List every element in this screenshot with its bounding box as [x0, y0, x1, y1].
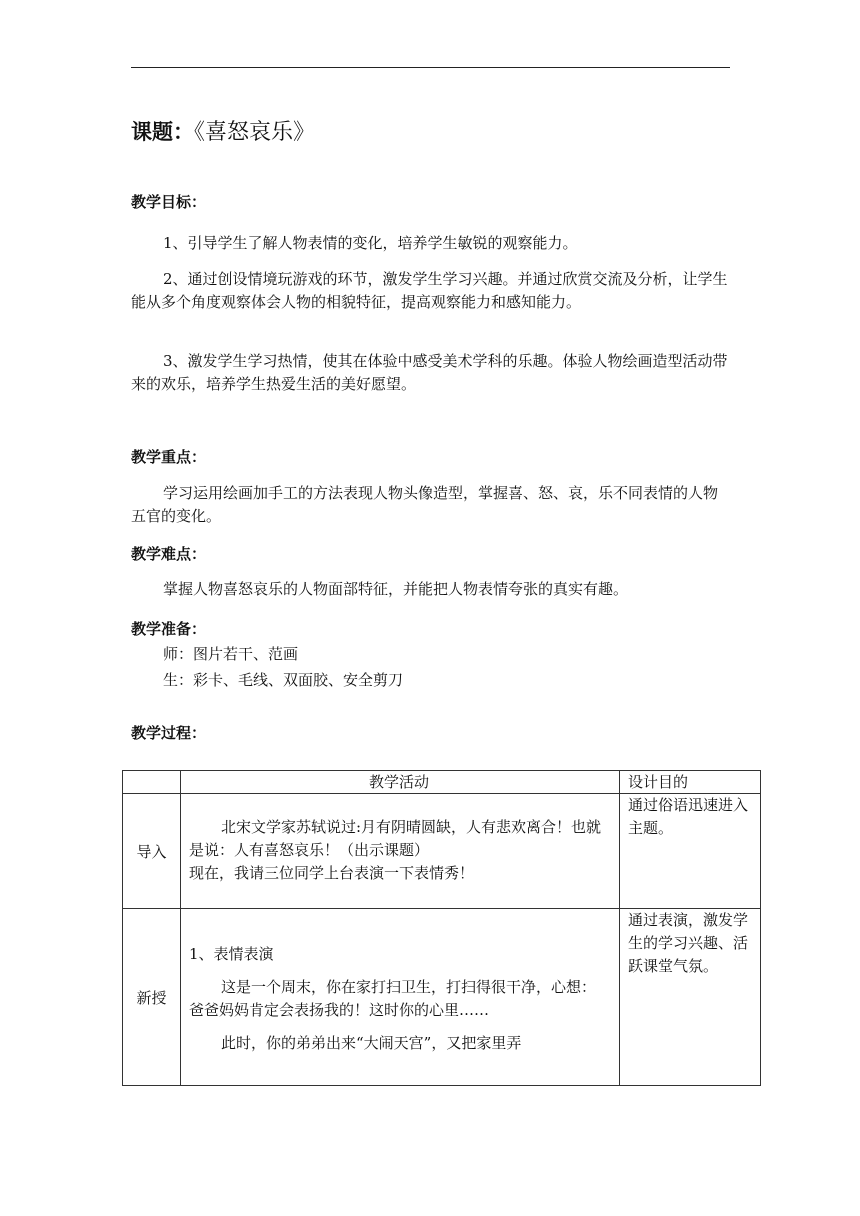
difficulties-text: 掌握人物喜怒哀乐的人物面部特征，并能把人物表情夸张的真实有趣。 — [163, 580, 629, 598]
purpose-cell — [620, 909, 761, 1086]
activity-subheading: 1、表情表演 — [189, 945, 274, 963]
key-points-heading: 教学重点： — [131, 448, 207, 466]
activity-cell — [181, 794, 620, 909]
title-text: 《喜怒哀乐》 — [194, 120, 316, 145]
preparation-teacher: 师：图片若干、范画 — [163, 645, 299, 663]
title-label: 课题： — [131, 120, 194, 144]
header-cell-activity: 教学活动 — [181, 771, 620, 794]
activity-paragraph: 此时，你的弟弟出来“大闹天宫”，又把家里弄 — [221, 1034, 522, 1052]
activity-paragraph: 这是一个周末，你在家打扫卫生，打扫得很干净，心想：爸爸妈妈肯定会表扬我的！这时你的心里…… — [189, 978, 597, 1019]
purpose-cell — [620, 794, 761, 909]
lesson-title — [131, 118, 315, 147]
preparation-student: 生：彩卡、毛线、双面胶、安全剪刀 — [163, 671, 404, 689]
process-table — [122, 770, 761, 1086]
activity-paragraph: 北宋文学家苏轼说过:月有阴晴圆缺，人有悲欢离合！也就是说：人有喜怒哀乐！（出示课题） — [189, 818, 602, 859]
objectives-heading: 教学目标： — [131, 193, 207, 211]
difficulties-heading: 教学难点： — [131, 545, 207, 563]
header-cell-stage — [123, 771, 181, 794]
purpose-text: 通过表演，激发学生的学习兴趣、活跃课堂气氛。 — [628, 911, 749, 975]
stage-cell: 新授 — [123, 909, 181, 1086]
purpose-text: 通过俗语迅速进入主题。 — [628, 796, 749, 837]
key-points-text: 学习运用绘画加手工的方法表现人物头像造型，掌握喜、怒、哀，乐不同表情的人物五官的变化。 — [131, 484, 719, 525]
table-header-row — [123, 771, 761, 794]
preparation-heading: 教学准备： — [131, 620, 207, 638]
objective-item-3: 3、激发学生学习热情，使其在体验中感受美术学科的乐趣。体验人物绘画造型活动带来的欢乐，培养学生热爱生活的美好愿望。 — [131, 352, 728, 393]
table-row — [123, 794, 761, 909]
activity-cell — [181, 909, 620, 1086]
table-row — [123, 909, 761, 1086]
stage-cell: 导入 — [123, 794, 181, 909]
objective-item-1: 1、引导学生了解人物表情的变化，培养学生敏锐的观察能力。 — [163, 234, 578, 252]
header-cell-purpose: 设计目的 — [620, 771, 761, 794]
process-heading: 教学过程： — [131, 724, 207, 742]
header-rule — [131, 67, 730, 68]
objective-item-2: 2、通过创设情境玩游戏的环节，激发学生学习兴趣。并通过欣赏交流及分析，让学生能从多个角度观察体会人物的相貌特征，提高观察能力和感知能力。 — [131, 270, 728, 311]
activity-paragraph: 现在，我请三位同学上台表演一下表情秀！ — [189, 864, 475, 882]
